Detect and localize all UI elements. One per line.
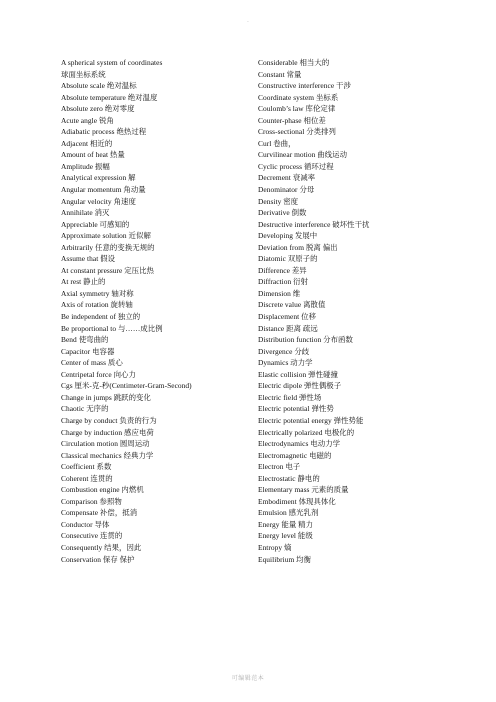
glossary-entry: Circulation motion 圆周运动 (61, 439, 150, 449)
glossary-entry: Electric potential 弹性势 (258, 404, 334, 414)
glossary-entry: Constructive interference 干涉 (258, 81, 351, 91)
glossary-entry: Centripetal force 向心力 (61, 369, 136, 379)
glossary-entry: Electric dipole 弹性偶极子 (258, 381, 342, 391)
glossary-entry: Charge by conduct 负责的行为 (61, 415, 157, 425)
glossary-entry: Charge by induction 感应电荷 (61, 427, 154, 437)
glossary-left-column (61, 57, 253, 565)
glossary-entry: Curvilinear motion 曲线运动 (258, 150, 348, 160)
glossary-entry: Axial symmetry 轴对称 (61, 288, 134, 298)
glossary-entry: A spherical system of coordinates (61, 58, 163, 67)
glossary-entry: Arbitrarily 任意的变换无规的 (61, 242, 155, 252)
page-header-mark: . (247, 18, 249, 24)
glossary-entry: At constant pressure 定压比热 (61, 265, 155, 275)
glossary-entry: Electrodynamics 电动力学 (258, 439, 341, 449)
glossary-entry: Emulsion 感光乳剂 (258, 508, 319, 518)
glossary-entry: Denominator 分母 (258, 185, 315, 195)
glossary-entry: Classical mechanics 经典力学 (61, 450, 154, 460)
glossary-entry: Diffraction 衍射 (258, 277, 309, 287)
glossary-right-column (258, 57, 458, 565)
glossary-entry: Conservation 保存 保护 (61, 554, 135, 564)
glossary-entry: Cgs 厘米-克-秒(Centimeter-Gram-Second) (61, 381, 192, 391)
glossary-entry: Approximate solution 近似解 (61, 231, 151, 241)
glossary-entry: Density 密度 (258, 196, 299, 206)
glossary-entry: Entropy 熵 (258, 542, 292, 552)
glossary-entry: Electric potential energy 弹性势能 (258, 415, 364, 425)
glossary-entry: 球面坐标系统 (61, 69, 106, 79)
glossary-entry: Annihilate 消灭 (61, 208, 110, 218)
glossary-entry: Embodiment 体现具体化 (258, 496, 336, 506)
glossary-entry: Electron 电子 (258, 462, 301, 472)
glossary-entry: Chaotic 无序的 (61, 404, 109, 414)
glossary-entry: Electrically polarized 电极化的 (258, 427, 355, 437)
glossary-entry: Conductor 导体 (61, 519, 110, 529)
glossary-entry: Center of mass 质心 (61, 358, 123, 368)
glossary-entry: Counter-phase 相位差 (258, 115, 326, 125)
glossary-entry: Absolute zero 绝对零度 (61, 104, 135, 114)
glossary-entry: Coulomb’s law 库伦定律 (258, 104, 336, 114)
glossary-entry: Considerable 相当大的 (258, 58, 330, 67)
glossary-entry: Decrement 衰减率 (258, 173, 316, 183)
glossary-entry: Elementary mass 元素的质量 (258, 485, 349, 495)
glossary-entry: Electromagnetic 电磁的 (258, 450, 332, 460)
glossary-entry: Analytical expression 解 (61, 173, 136, 183)
glossary-entry: Constant 常量 (258, 69, 302, 79)
glossary-entry: Absolute temperature 绝对温度 (61, 92, 158, 102)
glossary-entry: Discrete value 离散值 (258, 300, 326, 310)
glossary-entry: Acute angle 锐角 (61, 115, 114, 125)
glossary-entry: Diatomic 双原子的 (258, 254, 318, 264)
glossary-entry: Capacitor 电容器 (61, 346, 115, 356)
glossary-entry: Assume that 假设 (61, 254, 116, 264)
glossary-entry: Coordinate system 坐标系 (258, 92, 339, 102)
glossary-entry: Coefficient 系数 (61, 462, 112, 472)
glossary-entry: Cross-sectional 分类排列 (258, 127, 336, 137)
glossary-entry: Dimension 维 (258, 288, 301, 298)
glossary-entry: Angular velocity 角速度 (61, 196, 136, 206)
glossary-entry: Be proportional to 与……成比例 (61, 323, 163, 333)
glossary-entry: Equilibrium 均衡 (258, 554, 312, 564)
glossary-entry: Elastic collision 弹性碰撞 (258, 369, 338, 379)
glossary-entry: Absolute scale 绝对温标 (61, 81, 137, 91)
glossary-entry: Distribution function 分布函数 (258, 335, 353, 345)
glossary-entry: Appreciable 可感知的 (61, 219, 130, 229)
glossary-entry: Curl 卷曲， (258, 138, 296, 148)
glossary-entry: Dynamics 动力学 (258, 358, 313, 368)
glossary-entry: Energy 能量 精力 (258, 519, 314, 529)
glossary-entry: Axis of rotation 旋转轴 (61, 300, 133, 310)
glossary-entry: Cyclic process 循环过程 (258, 161, 334, 171)
glossary-entry: Amount of heat 热量 (61, 150, 125, 160)
glossary-entry: Derivative 倒数 (258, 208, 307, 218)
glossary-entry: Combustion engine 内燃机 (61, 485, 144, 495)
glossary-entry: Be independent of 独立的 (61, 312, 141, 322)
glossary-entry: Displacement 位移 (258, 312, 317, 322)
glossary-entry: Electric field 弹性场 (258, 392, 322, 402)
glossary-entry: Consecutive 连贯的 (61, 531, 123, 541)
glossary-entry: At rest 静止的 (61, 277, 106, 287)
glossary-entry: Amplitude 振幅 (61, 161, 110, 171)
glossary-entry: Deviation from 脱离 偏出 (258, 242, 338, 252)
glossary-entry: Divergence 分歧 (258, 346, 310, 356)
glossary-entry: Bend 使弯曲的 (61, 335, 109, 345)
glossary-entry: Angular momentum 角动量 (61, 185, 146, 195)
glossary-entry: Energy level 能级 (258, 531, 313, 541)
glossary-entry: Adiabatic process 绝热过程 (61, 127, 147, 137)
glossary-entry: Change in jumps 跳跃的变化 (61, 392, 151, 402)
glossary-entry: Electrostatic 静电的 (258, 473, 320, 483)
glossary-entry: Destructive interference 破坏性干扰 (258, 219, 370, 229)
glossary-entry: Comparison 参照物 (61, 496, 122, 506)
glossary-entry: Developing 发展中 (258, 231, 318, 241)
page-footer-text: 可编辑范本 (231, 676, 265, 682)
glossary-entry: Coherent 连贯的 (61, 473, 113, 483)
glossary-entry: Compensate 补偿，抵消 (61, 508, 138, 518)
glossary-entry: Difference 差异 (258, 265, 307, 275)
glossary-entry: Distance 距离 疏远 (258, 323, 318, 333)
glossary-entry: Consequently 结果，因此 (61, 542, 142, 552)
glossary-entry: Adjacent 相近的 (61, 138, 113, 148)
